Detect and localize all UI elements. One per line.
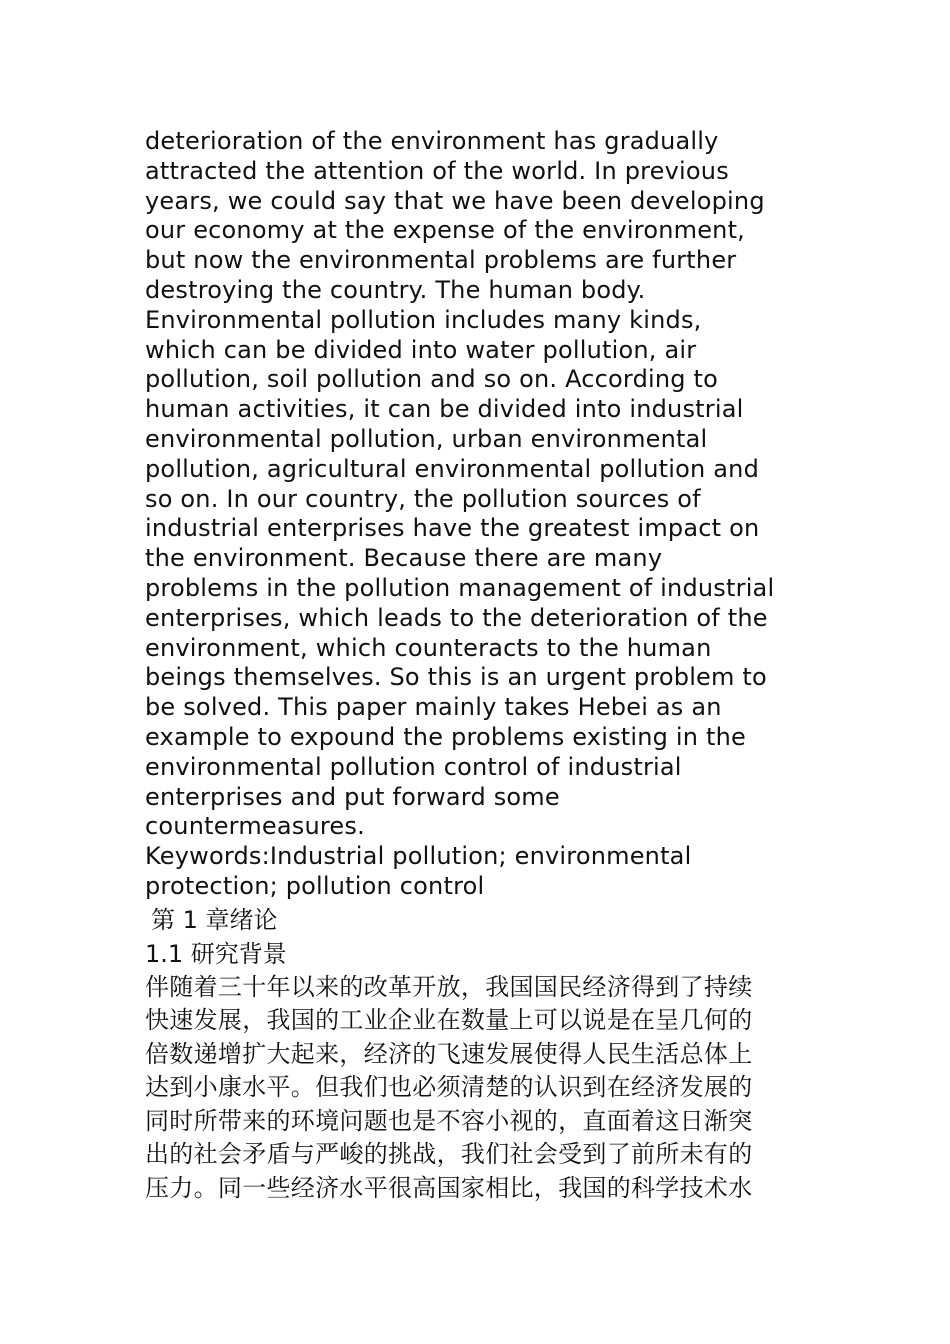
abstract-paragraph (145, 127, 825, 842)
abstract-line: our economy at the expense of the environment, (145, 216, 746, 245)
abstract-line: be solved. This paper mainly takes Hebei as an (145, 693, 722, 722)
body-line: 快速发展，我国的工业企业在数量上可以说是在呈几何的 (145, 1006, 753, 1035)
abstract-line: problems in the pollution management of industrial (145, 573, 775, 602)
abstract-line: but now the environmental problems are further (145, 246, 737, 275)
keywords-paragraph (145, 842, 825, 902)
abstract-line: which can be divided into water pollution, air (145, 335, 697, 364)
abstract-line: deterioration of the environment has gradually (145, 127, 719, 155)
body-line: 伴随着三十年以来的改革开放，我国国民经济得到了持续 (145, 972, 753, 1001)
abstract-line: environment, which counteracts to the human (145, 633, 712, 662)
keywords-line: Keywords:Industrial pollution; environmental (145, 842, 692, 871)
abstract-line: human activities, it can be divided into industrial (145, 395, 744, 424)
abstract-line: the environment. Because there are many (145, 544, 663, 573)
body-line: 倍数递增扩大起来，经济的飞速发展使得人民生活总体上 (145, 1039, 753, 1068)
abstract-line: environmental pollution control of industrial (145, 752, 682, 781)
keywords-line: protection; pollution control (145, 871, 485, 900)
abstract-line: years, we could say that we have been developing (145, 186, 765, 215)
abstract-line: pollution, soil pollution and so on. According to (145, 365, 719, 394)
abstract-line: destroying the country. The human body. (145, 275, 646, 304)
body-line: 达到小康水平。但我们也必须清楚的认识到在经济发展的 (145, 1073, 753, 1102)
chapter-heading: 第 1 章绪论 (151, 905, 278, 934)
abstract-line: beings themselves. So this is an urgent problem to (145, 663, 767, 692)
background-paragraph (145, 971, 825, 1206)
abstract-line: enterprises, which leads to the deterioration of the (145, 603, 768, 632)
abstract-line: environmental pollution, urban environmental (145, 424, 708, 453)
body-line: 压力。同一些经济水平很高国家相比，我国的科学技术水 (145, 1173, 753, 1202)
abstract-line: attracted the attention of the world. In previous (145, 156, 729, 185)
abstract-line: countermeasures. (145, 812, 365, 841)
abstract-line: Environmental pollution includes many kinds, (145, 305, 702, 334)
abstract-line: so on. In our country, the pollution sources of (145, 484, 701, 513)
abstract-line: pollution, agricultural environmental pollution and (145, 454, 760, 483)
body-line: 出的社会矛盾与严峻的挑战，我们社会受到了前所未有的 (145, 1140, 753, 1169)
abstract-line: example to expound the problems existing in the (145, 722, 747, 751)
body-line: 同时所带来的环境问题也是不容小视的，直面着这日渐突 (145, 1106, 753, 1135)
section-heading: 1.1 研究背景 (145, 939, 287, 968)
document-body (145, 127, 825, 1205)
abstract-line: enterprises and put forward some (145, 782, 560, 811)
abstract-line: industrial enterprises have the greatest impact on (145, 514, 760, 543)
